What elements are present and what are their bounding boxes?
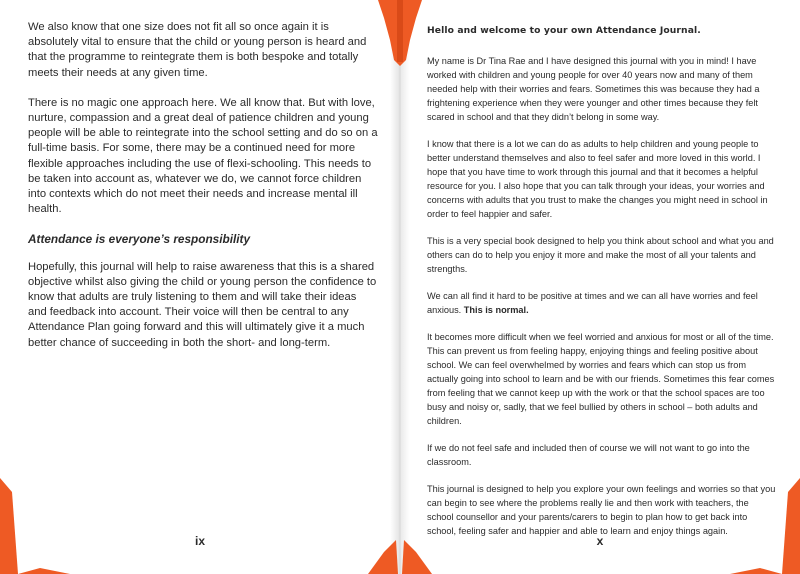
bottom-right-flare [730,568,782,574]
positive-text: We can all find it hard to be positive at times and we can all have worries and feel anxious. [427,291,758,315]
right-paragraph: I know that there is a lot we can do as adults to help children and young people to better understand themselves and also to feel safer and more loved in this world. I hope that you have time to work through this journal and that it becomes a helpful resource for you. I also hope that you can talk through your ideas, your worries and concerns with adults that you trust to make the changes you might need in school in order to feel happier and safer. [427,139,768,219]
left-paragraph: There is no magic one approach here. We all know that. But with love, nurture, compassion and a great deal of patience children and young people will be able to reintegrate into the school setting and do so on a full-time basis. For some, there may be a continued need for more flexible approaches including the use of flexi-schooling. This needs to be taken into account as, whatever we do, we cannot force children into contexts which do not meet their needs and increase mental ill health. [28,96,378,216]
bottom-right-corner [782,478,800,574]
right-paragraph: My name is Dr Tina Rae and I have designed this journal with you in mind! I have worked with children and young people for over 40 years now and many of them needed help with their worries and fears. Sometimes this was because they had a frightening experience when they were younger and other times because they felt scared in school and that they didn’t belong in some way. [427,56,760,122]
bottom-left-corner [0,478,18,574]
section-heading: Attendance is everyone’s responsibility [28,232,251,247]
page-number-left: ix [194,534,205,548]
bottom-left-flare [18,568,70,574]
page-title: Hello and welcome to your own Attendance Journal. [427,25,701,36]
bottom-spine-right [402,540,432,574]
spine-line [397,0,403,62]
page-number-right: x [596,534,604,548]
right-paragraph: This journal is designed to help you explore your own feelings and worries so that you can begin to see where the problems really lie and then work with teachers, the school counsellor and your parents/carers to begin to plan how to get back into school, feeling safer and happier and able to learn and enjoy things again. [427,484,776,536]
right-paragraph: If we do not feel safe and included then of course we will not want to go into the classroom. [427,443,750,467]
positive-bold-text: This is normal. [463,305,529,315]
bottom-spine-left [368,540,398,574]
left-paragraph: Hopefully, this journal will help to raise awareness that this is a shared objective whilst also giving the child or young person the confidence to know that adults are truly listening to them and will take their ideas and feedback into account. Their voice will then be central to any Attendance Plan going forward and this will ultimately give it a much better chance of succeeding in both the short- and long-term. [28,260,377,349]
right-paragraph: This is a very special book designed to help you think about school and what you and others can do to help you enjoy it more and make the most of all your talents and strengths. [427,236,774,274]
left-paragraph: We also know that one size does not fit all so once again it is absolutely vital to ensure that the child or young person is heard and that the programme to reintegrate them is both bespoke and totally meets their needs at any given time. [28,21,367,79]
right-paragraph: It becomes more difficult when we feel worried and anxious for most or all of the time. This can prevent us from feeling happy, enjoying things and feeling positive about school. We can feel overwhelmed by worries and fears which can stop us from actually going into school to learn and be with our friends. Sometimes this fear comes from feeling that we cannot keep up with the work or that the school spaces are too busy and noisy or, sadly, that we feel bullied by others in school – both adults and children. [427,332,775,426]
